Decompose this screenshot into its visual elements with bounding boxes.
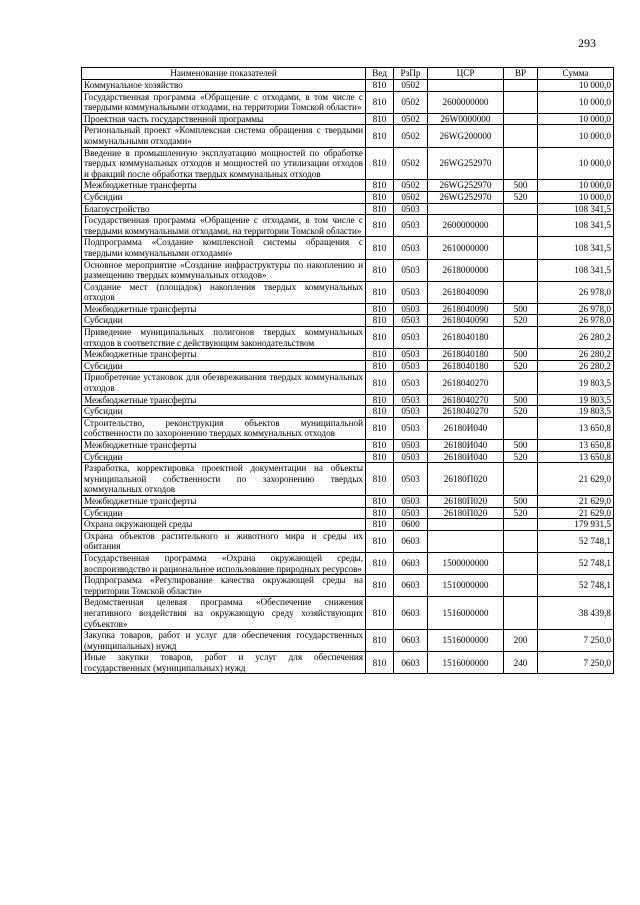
cell-csr: 26WG200000 bbox=[428, 125, 504, 147]
cell-vr bbox=[504, 327, 538, 349]
cell-sum: 179 931,5 bbox=[538, 519, 614, 531]
cell-vr: 520 bbox=[504, 191, 538, 203]
cell-ved: 810 bbox=[366, 597, 394, 630]
cell-ved: 810 bbox=[366, 652, 394, 674]
cell-name: Приобретение установок для обезвреживания твердых коммунальных отходов bbox=[82, 372, 366, 394]
cell-vr: 240 bbox=[504, 652, 538, 674]
cell-ved: 810 bbox=[366, 406, 394, 418]
cell-vr bbox=[504, 530, 538, 552]
cell-vr: 520 bbox=[504, 406, 538, 418]
cell-sum: 10 000,0 bbox=[538, 113, 614, 125]
cell-name: Закупка товаров, работ и услуг для обеспечения государственных (муниципальных) нужд bbox=[82, 630, 366, 652]
cell-ved: 810 bbox=[366, 451, 394, 463]
cell-rzpr: 0503 bbox=[394, 440, 428, 452]
cell-rzpr: 0502 bbox=[394, 80, 428, 92]
cell-rzpr: 0503 bbox=[394, 237, 428, 259]
cell-sum: 26 280,2 bbox=[538, 327, 614, 349]
cell-ved: 810 bbox=[366, 575, 394, 597]
cell-name: Субсидии bbox=[82, 451, 366, 463]
cell-name: Государственная программа «Обращение с отходами, в том числе с твердыми коммунальными отходами, на территории Томской области» bbox=[82, 215, 366, 237]
table-row bbox=[82, 147, 614, 180]
cell-name: Региональный проект «Комплексная система обращения с твердыми коммунальными отходами» bbox=[82, 125, 366, 147]
cell-sum: 52 748,1 bbox=[538, 552, 614, 574]
cell-csr: 26WG252970 bbox=[428, 147, 504, 180]
cell-rzpr: 0603 bbox=[394, 597, 428, 630]
cell-vr: 520 bbox=[504, 507, 538, 519]
cell-vr bbox=[504, 463, 538, 496]
table-row bbox=[82, 440, 614, 452]
cell-rzpr: 0503 bbox=[394, 463, 428, 496]
cell-rzpr: 0502 bbox=[394, 191, 428, 203]
cell-name: Государственная программа «Обращение с отходами, в том числе с твердыми коммунальными отходами, на территории Томской области» bbox=[82, 91, 366, 113]
cell-vr: 500 bbox=[504, 303, 538, 315]
table-row bbox=[82, 191, 614, 203]
cell-ved: 810 bbox=[366, 552, 394, 574]
cell-vr bbox=[504, 113, 538, 125]
cell-name: Разработка, корректировка проектной документации на объекты муниципальной собственности по захоронению твердых коммунальных отходов bbox=[82, 463, 366, 496]
cell-csr: 1516000000 bbox=[428, 630, 504, 652]
cell-csr: 2618040180 bbox=[428, 360, 504, 372]
cell-name: Государственная программа «Охрана окружающей среды, воспроизводство и рациональное использование природных ресурсов» bbox=[82, 552, 366, 574]
header-csr: ЦСР bbox=[428, 68, 504, 80]
cell-vr bbox=[504, 417, 538, 439]
cell-rzpr: 0603 bbox=[394, 530, 428, 552]
table-row bbox=[82, 180, 614, 192]
cell-vr: 520 bbox=[504, 451, 538, 463]
cell-csr: 1510000000 bbox=[428, 575, 504, 597]
cell-vr bbox=[504, 597, 538, 630]
cell-name: Межбюджетные трансферты bbox=[82, 495, 366, 507]
table-row bbox=[82, 530, 614, 552]
table-row bbox=[82, 597, 614, 630]
cell-rzpr: 0503 bbox=[394, 360, 428, 372]
cell-vr bbox=[504, 575, 538, 597]
cell-vr bbox=[504, 281, 538, 303]
cell-csr: 2618040180 bbox=[428, 327, 504, 349]
cell-sum: 10 000,0 bbox=[538, 80, 614, 92]
cell-csr: 2618040270 bbox=[428, 394, 504, 406]
table-row bbox=[82, 394, 614, 406]
cell-csr: 26180П020 bbox=[428, 495, 504, 507]
cell-sum: 10 000,0 bbox=[538, 191, 614, 203]
table-row bbox=[82, 417, 614, 439]
cell-rzpr: 0503 bbox=[394, 303, 428, 315]
cell-csr: 2618040090 bbox=[428, 303, 504, 315]
cell-csr: 2618040180 bbox=[428, 349, 504, 361]
header-name: Наименование показателей bbox=[82, 68, 366, 80]
cell-csr: 1500000000 bbox=[428, 552, 504, 574]
cell-rzpr: 0503 bbox=[394, 372, 428, 394]
cell-name: Коммунальное хозяйство bbox=[82, 80, 366, 92]
cell-ved: 810 bbox=[366, 327, 394, 349]
cell-sum: 38 439,8 bbox=[538, 597, 614, 630]
cell-rzpr: 0503 bbox=[394, 315, 428, 327]
cell-vr bbox=[504, 519, 538, 531]
header-sum: Сумма bbox=[538, 68, 614, 80]
cell-sum: 108 341,5 bbox=[538, 203, 614, 215]
table-row bbox=[82, 495, 614, 507]
cell-ved: 810 bbox=[366, 507, 394, 519]
cell-csr bbox=[428, 530, 504, 552]
cell-csr: 26180И040 bbox=[428, 440, 504, 452]
cell-sum: 21 629,0 bbox=[538, 463, 614, 496]
cell-sum: 19 803,5 bbox=[538, 372, 614, 394]
cell-name: Ведомственная целевая программа «Обеспечение снижения негативного воздействия на окружающую среду хозяйствующих субъектов» bbox=[82, 597, 366, 630]
cell-name: Строительство, реконструкция объектов муниципальной собственности по захоронению твердых коммунальных отходов bbox=[82, 417, 366, 439]
cell-name: Межбюджетные трансферты bbox=[82, 180, 366, 192]
table-row bbox=[82, 215, 614, 237]
cell-sum: 21 629,0 bbox=[538, 495, 614, 507]
cell-ved: 810 bbox=[366, 372, 394, 394]
cell-sum: 26 280,2 bbox=[538, 360, 614, 372]
cell-rzpr: 0503 bbox=[394, 451, 428, 463]
cell-sum: 13 650,8 bbox=[538, 417, 614, 439]
cell-vr bbox=[504, 372, 538, 394]
table-row bbox=[82, 203, 614, 215]
cell-ved: 810 bbox=[366, 215, 394, 237]
table-row bbox=[82, 372, 614, 394]
cell-rzpr: 0503 bbox=[394, 417, 428, 439]
table-row bbox=[82, 303, 614, 315]
cell-name: Проектная часть государственной программы bbox=[82, 113, 366, 125]
cell-name: Создание мест (площадок) накопления твердых коммунальных отходов bbox=[82, 281, 366, 303]
cell-csr: 26180П020 bbox=[428, 463, 504, 496]
cell-name: Введение в промышленную эксплуатацию мощностей по обработке твердых коммунальных отходов и мощностей по утилизации отходов и фракций после обработки твердых коммунальных отходов bbox=[82, 147, 366, 180]
cell-name: Субсидии bbox=[82, 315, 366, 327]
cell-sum: 26 280,2 bbox=[538, 349, 614, 361]
cell-ved: 810 bbox=[366, 191, 394, 203]
table-row bbox=[82, 125, 614, 147]
cell-csr: 2618000000 bbox=[428, 259, 504, 281]
header-rzpr: РзПр bbox=[394, 68, 428, 80]
cell-sum: 7 250,0 bbox=[538, 630, 614, 652]
cell-name: Охрана объектов растительного и животного мира и среды их обитания bbox=[82, 530, 366, 552]
table-row bbox=[82, 519, 614, 531]
table-row bbox=[82, 630, 614, 652]
cell-name: Субсидии bbox=[82, 406, 366, 418]
table-row bbox=[82, 315, 614, 327]
cell-rzpr: 0503 bbox=[394, 394, 428, 406]
cell-csr: 26WG252970 bbox=[428, 180, 504, 192]
cell-ved: 810 bbox=[366, 417, 394, 439]
cell-ved: 810 bbox=[366, 349, 394, 361]
cell-rzpr: 0603 bbox=[394, 630, 428, 652]
cell-vr: 200 bbox=[504, 630, 538, 652]
cell-rzpr: 0603 bbox=[394, 575, 428, 597]
cell-csr: 26180И040 bbox=[428, 417, 504, 439]
cell-name: Субсидии bbox=[82, 360, 366, 372]
cell-name: Межбюджетные трансферты bbox=[82, 440, 366, 452]
cell-vr: 520 bbox=[504, 315, 538, 327]
cell-name: Межбюджетные трансферты bbox=[82, 303, 366, 315]
cell-csr: 2618040090 bbox=[428, 315, 504, 327]
cell-name: Благоустройство bbox=[82, 203, 366, 215]
cell-sum: 26 978,0 bbox=[538, 303, 614, 315]
cell-rzpr: 0503 bbox=[394, 406, 428, 418]
cell-vr bbox=[504, 215, 538, 237]
cell-name: Межбюджетные трансферты bbox=[82, 394, 366, 406]
cell-ved: 810 bbox=[366, 147, 394, 180]
cell-vr: 500 bbox=[504, 180, 538, 192]
cell-ved: 810 bbox=[366, 281, 394, 303]
cell-name: Подпрограмма «Регулирование качества окружающей среды на территории Томской области» bbox=[82, 575, 366, 597]
header-vr: ВР bbox=[504, 68, 538, 80]
cell-vr: 500 bbox=[504, 349, 538, 361]
cell-csr: 26WG252970 bbox=[428, 191, 504, 203]
table-row bbox=[82, 80, 614, 92]
cell-rzpr: 0502 bbox=[394, 91, 428, 113]
table-row bbox=[82, 360, 614, 372]
cell-ved: 810 bbox=[366, 91, 394, 113]
page-number: 293 bbox=[578, 36, 596, 50]
cell-vr bbox=[504, 80, 538, 92]
cell-ved: 810 bbox=[366, 463, 394, 496]
cell-sum: 108 341,5 bbox=[538, 215, 614, 237]
cell-sum: 10 000,0 bbox=[538, 147, 614, 180]
table-row bbox=[82, 652, 614, 674]
cell-sum: 26 978,0 bbox=[538, 281, 614, 303]
cell-vr bbox=[504, 259, 538, 281]
cell-sum: 26 978,0 bbox=[538, 315, 614, 327]
header-ved: Вед bbox=[366, 68, 394, 80]
cell-sum: 52 748,1 bbox=[538, 575, 614, 597]
cell-rzpr: 0502 bbox=[394, 113, 428, 125]
cell-csr bbox=[428, 80, 504, 92]
cell-vr bbox=[504, 125, 538, 147]
table-row bbox=[82, 575, 614, 597]
table-row bbox=[82, 463, 614, 496]
cell-csr: 2610000000 bbox=[428, 237, 504, 259]
cell-ved: 810 bbox=[366, 315, 394, 327]
cell-name: Иные закупки товаров, работ и услуг для обеспечения государственных (муниципальных) нужд bbox=[82, 652, 366, 674]
table-row bbox=[82, 507, 614, 519]
cell-name: Охрана окружающей среды bbox=[82, 519, 366, 531]
cell-rzpr: 0503 bbox=[394, 495, 428, 507]
cell-name: Подпрограмма «Создание комплексной системы обращения с твердыми коммунальными отходами» bbox=[82, 237, 366, 259]
cell-vr bbox=[504, 147, 538, 180]
table-row bbox=[82, 281, 614, 303]
cell-rzpr: 0502 bbox=[394, 147, 428, 180]
cell-vr: 500 bbox=[504, 495, 538, 507]
cell-rzpr: 0503 bbox=[394, 203, 428, 215]
cell-vr: 520 bbox=[504, 360, 538, 372]
cell-name: Субсидии bbox=[82, 507, 366, 519]
cell-rzpr: 0503 bbox=[394, 349, 428, 361]
cell-rzpr: 0603 bbox=[394, 652, 428, 674]
cell-sum: 10 000,0 bbox=[538, 91, 614, 113]
cell-rzpr: 0503 bbox=[394, 327, 428, 349]
cell-sum: 13 650,8 bbox=[538, 451, 614, 463]
cell-csr bbox=[428, 203, 504, 215]
cell-ved: 810 bbox=[366, 125, 394, 147]
cell-csr: 1516000000 bbox=[428, 597, 504, 630]
cell-csr: 26W0000000 bbox=[428, 113, 504, 125]
table-row bbox=[82, 113, 614, 125]
cell-sum: 10 000,0 bbox=[538, 180, 614, 192]
cell-ved: 810 bbox=[366, 303, 394, 315]
cell-csr: 2600000000 bbox=[428, 215, 504, 237]
cell-vr: 500 bbox=[504, 394, 538, 406]
cell-rzpr: 0503 bbox=[394, 281, 428, 303]
budget-table bbox=[81, 67, 614, 674]
cell-sum: 19 803,5 bbox=[538, 394, 614, 406]
cell-csr: 2618040270 bbox=[428, 372, 504, 394]
cell-rzpr: 0503 bbox=[394, 507, 428, 519]
cell-csr: 26180И040 bbox=[428, 451, 504, 463]
cell-csr: 2618040270 bbox=[428, 406, 504, 418]
cell-sum: 52 748,1 bbox=[538, 530, 614, 552]
cell-name: Субсидии bbox=[82, 191, 366, 203]
table-row bbox=[82, 406, 614, 418]
cell-sum: 108 341,5 bbox=[538, 237, 614, 259]
cell-rzpr: 0600 bbox=[394, 519, 428, 531]
cell-sum: 10 000,0 bbox=[538, 125, 614, 147]
cell-ved: 810 bbox=[366, 113, 394, 125]
cell-rzpr: 0502 bbox=[394, 180, 428, 192]
cell-ved: 810 bbox=[366, 394, 394, 406]
cell-name: Приведение муниципальных полигонов твердых коммунальных отходов в соответствие с действующим законодательством bbox=[82, 327, 366, 349]
cell-rzpr: 0503 bbox=[394, 215, 428, 237]
cell-ved: 810 bbox=[366, 203, 394, 215]
table-header-row bbox=[82, 68, 614, 80]
cell-ved: 810 bbox=[366, 495, 394, 507]
cell-ved: 810 bbox=[366, 630, 394, 652]
cell-rzpr: 0603 bbox=[394, 552, 428, 574]
cell-vr bbox=[504, 237, 538, 259]
cell-sum: 21 629,0 bbox=[538, 507, 614, 519]
cell-ved: 810 bbox=[366, 80, 394, 92]
cell-ved: 810 bbox=[366, 360, 394, 372]
cell-ved: 810 bbox=[366, 180, 394, 192]
cell-sum: 108 341,5 bbox=[538, 259, 614, 281]
cell-ved: 810 bbox=[366, 237, 394, 259]
cell-vr bbox=[504, 203, 538, 215]
cell-ved: 810 bbox=[366, 259, 394, 281]
table-row bbox=[82, 552, 614, 574]
cell-name: Межбюджетные трансферты bbox=[82, 349, 366, 361]
table-row bbox=[82, 327, 614, 349]
cell-vr bbox=[504, 91, 538, 113]
table-row bbox=[82, 259, 614, 281]
table-row bbox=[82, 349, 614, 361]
table-row bbox=[82, 451, 614, 463]
cell-csr: 2600000000 bbox=[428, 91, 504, 113]
cell-vr: 500 bbox=[504, 440, 538, 452]
cell-csr: 1516000000 bbox=[428, 652, 504, 674]
cell-rzpr: 0503 bbox=[394, 259, 428, 281]
cell-name: Основное мероприятие «Создание инфраструктуры по накоплению и размещению твердых коммунальных отходов» bbox=[82, 259, 366, 281]
cell-ved: 810 bbox=[366, 530, 394, 552]
cell-sum: 7 250,0 bbox=[538, 652, 614, 674]
table-body bbox=[82, 80, 614, 674]
cell-ved: 810 bbox=[366, 519, 394, 531]
cell-csr: 2618040090 bbox=[428, 281, 504, 303]
cell-sum: 13 650,8 bbox=[538, 440, 614, 452]
cell-csr bbox=[428, 519, 504, 531]
cell-sum: 19 803,5 bbox=[538, 406, 614, 418]
cell-vr bbox=[504, 552, 538, 574]
table-row bbox=[82, 91, 614, 113]
cell-csr: 26180П020 bbox=[428, 507, 504, 519]
cell-ved: 810 bbox=[366, 440, 394, 452]
table-row bbox=[82, 237, 614, 259]
cell-rzpr: 0502 bbox=[394, 125, 428, 147]
